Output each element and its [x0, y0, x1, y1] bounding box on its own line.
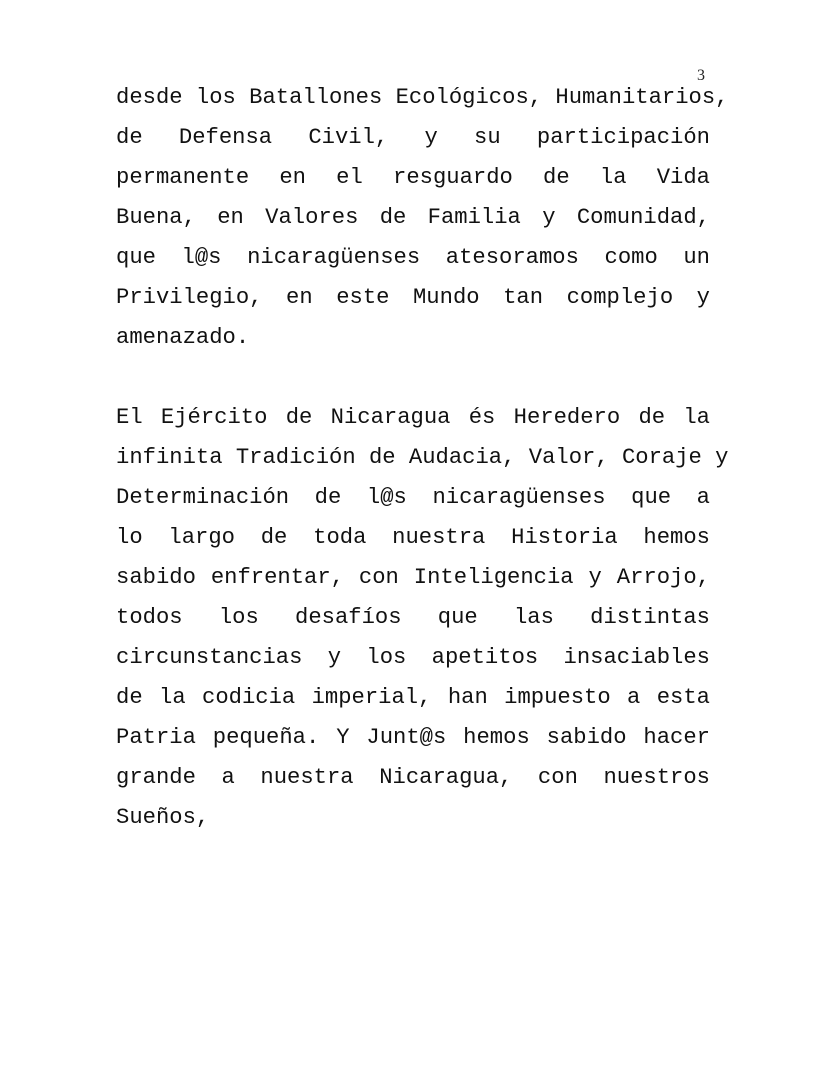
- text-line: El Ejército de Nicaragua és Heredero de la: [116, 405, 710, 430]
- page-number: 3: [697, 67, 705, 84]
- text-line: permanente en el resguardo de la Vida: [116, 165, 710, 190]
- text-line: que l@s nicaragüenses atesoramos como un: [116, 245, 710, 270]
- text-line: Determinación de l@s nicaragüenses que a: [116, 485, 710, 510]
- paragraph-1: [116, 78, 729, 358]
- text-line: todos los desafíos que las distintas: [116, 605, 710, 630]
- text-line: infinita Tradición de Audacia, Valor, Coraje y: [116, 445, 729, 470]
- paragraph-2: [116, 398, 729, 838]
- text-line: desde los Batallones Ecológicos, Humanitarios,: [116, 85, 729, 110]
- text-line: Sueños,: [116, 805, 210, 830]
- text-line: Buena, en Valores de Familia y Comunidad,: [116, 205, 710, 230]
- text-line: de Defensa Civil, y su participación: [116, 125, 710, 150]
- paragraph-gap: [116, 358, 710, 398]
- text-line: Privilegio, en este Mundo tan complejo y: [116, 285, 710, 310]
- body-text: [116, 78, 729, 838]
- text-line: circunstancias y los apetitos insaciables: [116, 645, 710, 670]
- text-line: grande a nuestra Nicaragua, con nuestros: [116, 765, 710, 790]
- text-line: amenazado.: [116, 325, 250, 350]
- text-line: lo largo de toda nuestra Historia hemos: [116, 525, 710, 550]
- text-line: de la codicia imperial, han impuesto a esta: [116, 685, 710, 710]
- text-line: sabido enfrentar, con Inteligencia y Arrojo,: [116, 565, 710, 590]
- text-line: Patria pequeña. Y Junt@s hemos sabido hacer: [116, 725, 710, 750]
